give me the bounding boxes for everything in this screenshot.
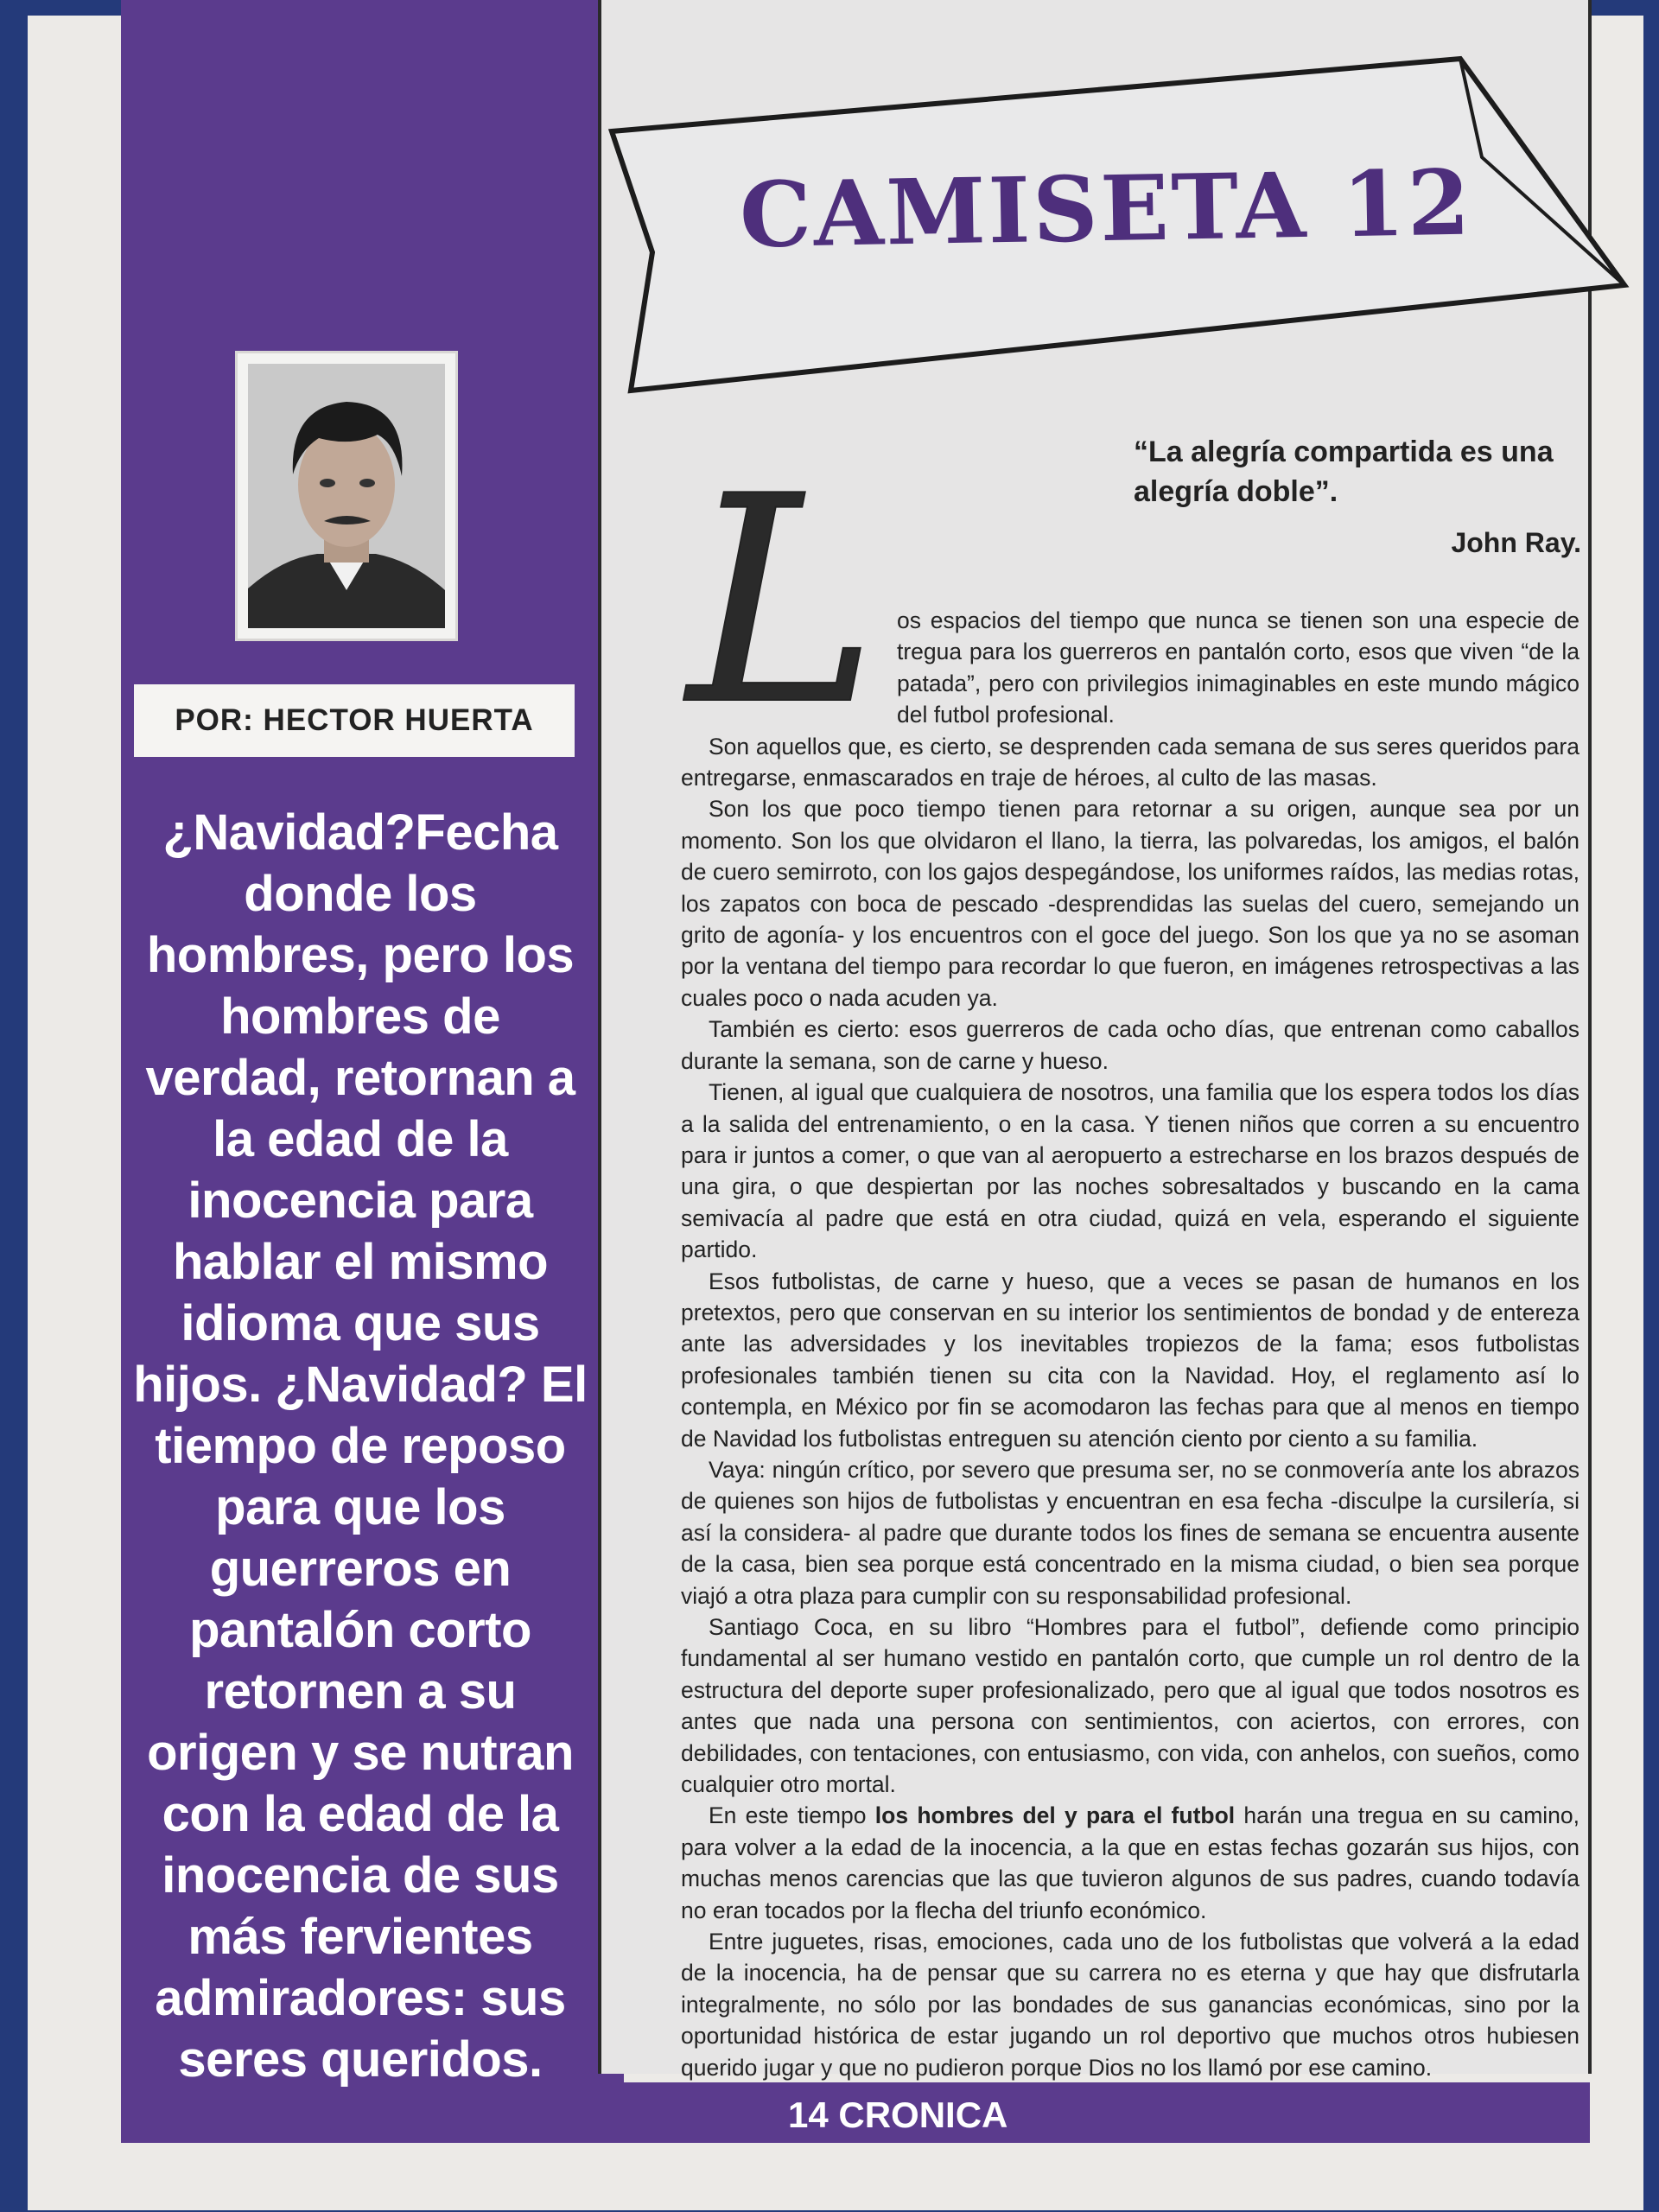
author-photo bbox=[248, 364, 445, 628]
paragraph-2: Son aquellos que, es cierto, se desprenden cada semana de sus seres queridos para entregarse, enmascarados en traje de héroes, al culto de las masas. bbox=[681, 733, 1580, 791]
paragraph-8: Santiago Coca, en su libro “Hombres para el futbol”, defiende como principio fundamental al ser humano vestido en pantalón corto, que cumple un rol dentro de la estructura del deporte super profesionalizado, pero que al igual que todos nosotros es antes que nada una persona con sentimientos, con aciertos, con errores, con debilidades, con tentaciones, con entusiasmo, con vida, con anhelos, con sueños, como cualquier otro mortal. bbox=[681, 1614, 1580, 1798]
page-number-label: 14 CRONICA bbox=[788, 2094, 1008, 2135]
portrait-image bbox=[248, 364, 445, 628]
author-photo-frame bbox=[235, 351, 458, 641]
paragraph-7: Vaya: ningún crítico, por severo que presuma ser, no se conmovería ante los abrazos de quienes son hijos de futbolistas y encuentran en esa fecha -disculpe la cursilería, si así la considera- al padre que durante todos los fines de semana se encuentra ausente de la casa, bien sea porque está concentrado en la misma ciudad, o bien sea porque viajó a otra plaza para cumplir con su responsabilidad profesional. bbox=[681, 1456, 1580, 1609]
paragraph-9-start: En este tiempo bbox=[709, 1802, 875, 1829]
article-body bbox=[681, 605, 1580, 2083]
paragraph-9-end: harán una tregua en su camino, para volver a la edad de la inocencia, a la que en estas fechas gozarán sus hijos, con muchas menos carencias que las que tuvieron algunos de sus padres, cuando todavía no eran tocados por la flecha del triunfo económico. bbox=[681, 1802, 1580, 1923]
paragraph-9 bbox=[681, 1800, 1580, 1926]
epigraph-quote: “La alegría compartida es una alegría doble”. bbox=[1134, 435, 1554, 508]
paragraph-5: Tienen, al igual que cualquiera de nosotros, una familia que los espera todos los días a la salida del entrenamiento, o en la casa. Y tienen niños que corren a su encuentro para ir juntos a comer, o que van al aeropuerto a estrecharse en los brazos después de una gira, o que despiertan por las noches sobresaltados y buscando en la cama semivacía al padre que está en otra ciudad, quizá en vela, esperando el siguiente partido. bbox=[681, 1079, 1580, 1263]
paragraph-10: Entre juguetes, risas, emociones, cada uno de los futbolistas que volverá a la edad de la inocencia, ha de pensar que su carrera no es eterna y que hay que disfrutarla integralmente, no sólo por las bondades de sus ganancias económicas, sino por la oportunidad histórica de estar jugando un rol deportivo que muchos otros hubiesen querido jugar y que no pudieron porque Dios no los llamó por ese camino. bbox=[681, 1929, 1580, 2081]
svg-text:L: L bbox=[688, 467, 878, 743]
epigraph-author: John Ray. bbox=[1451, 527, 1581, 558]
paragraph-6: Esos futbolistas, de carne y hueso, que a veces se pasan de humanos en los pretextos, pero que conservan en su interior los sentimientos de bondad y de entereza ante las adversidades y los inevitables tropiezos de la fama; esos futbolistas profesionales también tienen su cita con la Navidad. Hoy, el reglamento así lo contempla, en México por fin se acomodaron las fechas para que al menos en tiempo de Navidad los futbolistas entreguen su atención ciento por ciento a su familia. bbox=[681, 1268, 1580, 1452]
pull-quote: ¿Navidad?Fecha donde los hombres, pero los hombres de verdad, retornan a la edad de la inocencia para hablar el mismo idioma que sus hijos. ¿Navidad? El tiempo de reposo para que los guerreros en pantalón corto retornen a su origen y se nutran con la edad de la inocencia de sus más fervientes admiradores: sus seres queridos. bbox=[133, 804, 588, 2088]
paragraph-9-bold: los hombres del y para el futbol bbox=[874, 1802, 1236, 1829]
author-byline: POR: HECTOR HUERTA bbox=[134, 684, 575, 757]
paragraph-1: os espacios del tiempo que nunca se tienen son una especie de tregua para los guerreros en pantalón corto, esos que viven “de la patada”, pero con privilegios inimaginables en este mundo mágico del futbol profesional. bbox=[897, 607, 1580, 728]
paragraph-4: También es cierto: esos guerreros de cada ocho días, que entrenan como caballos durante la semana, son de carne y hueso. bbox=[681, 1016, 1580, 1074]
article-title: CAMISETA 12 bbox=[739, 149, 1473, 269]
title-banner bbox=[588, 54, 1633, 399]
paragraph-3: Son los que poco tiempo tienen para retornar a su origen, aunque sea por un momento. Son los que olvidaron el llano, la tierra, las polvaredas, los amigos, el balón de cuero semirroto, con los gajos despegándose, los uniformes raídos, las medias rotas, los zapatos con boca de pescado -desprendidas las suelas del cuero, semejando un grito de agonía- y los encuentros con el goce del juego. Son los que ya no se asoman por la ventana del tiempo para recordar lo que fueron, en imágenes retrospectivas a las cuales poco o nada acuden ya. bbox=[681, 796, 1580, 1011]
